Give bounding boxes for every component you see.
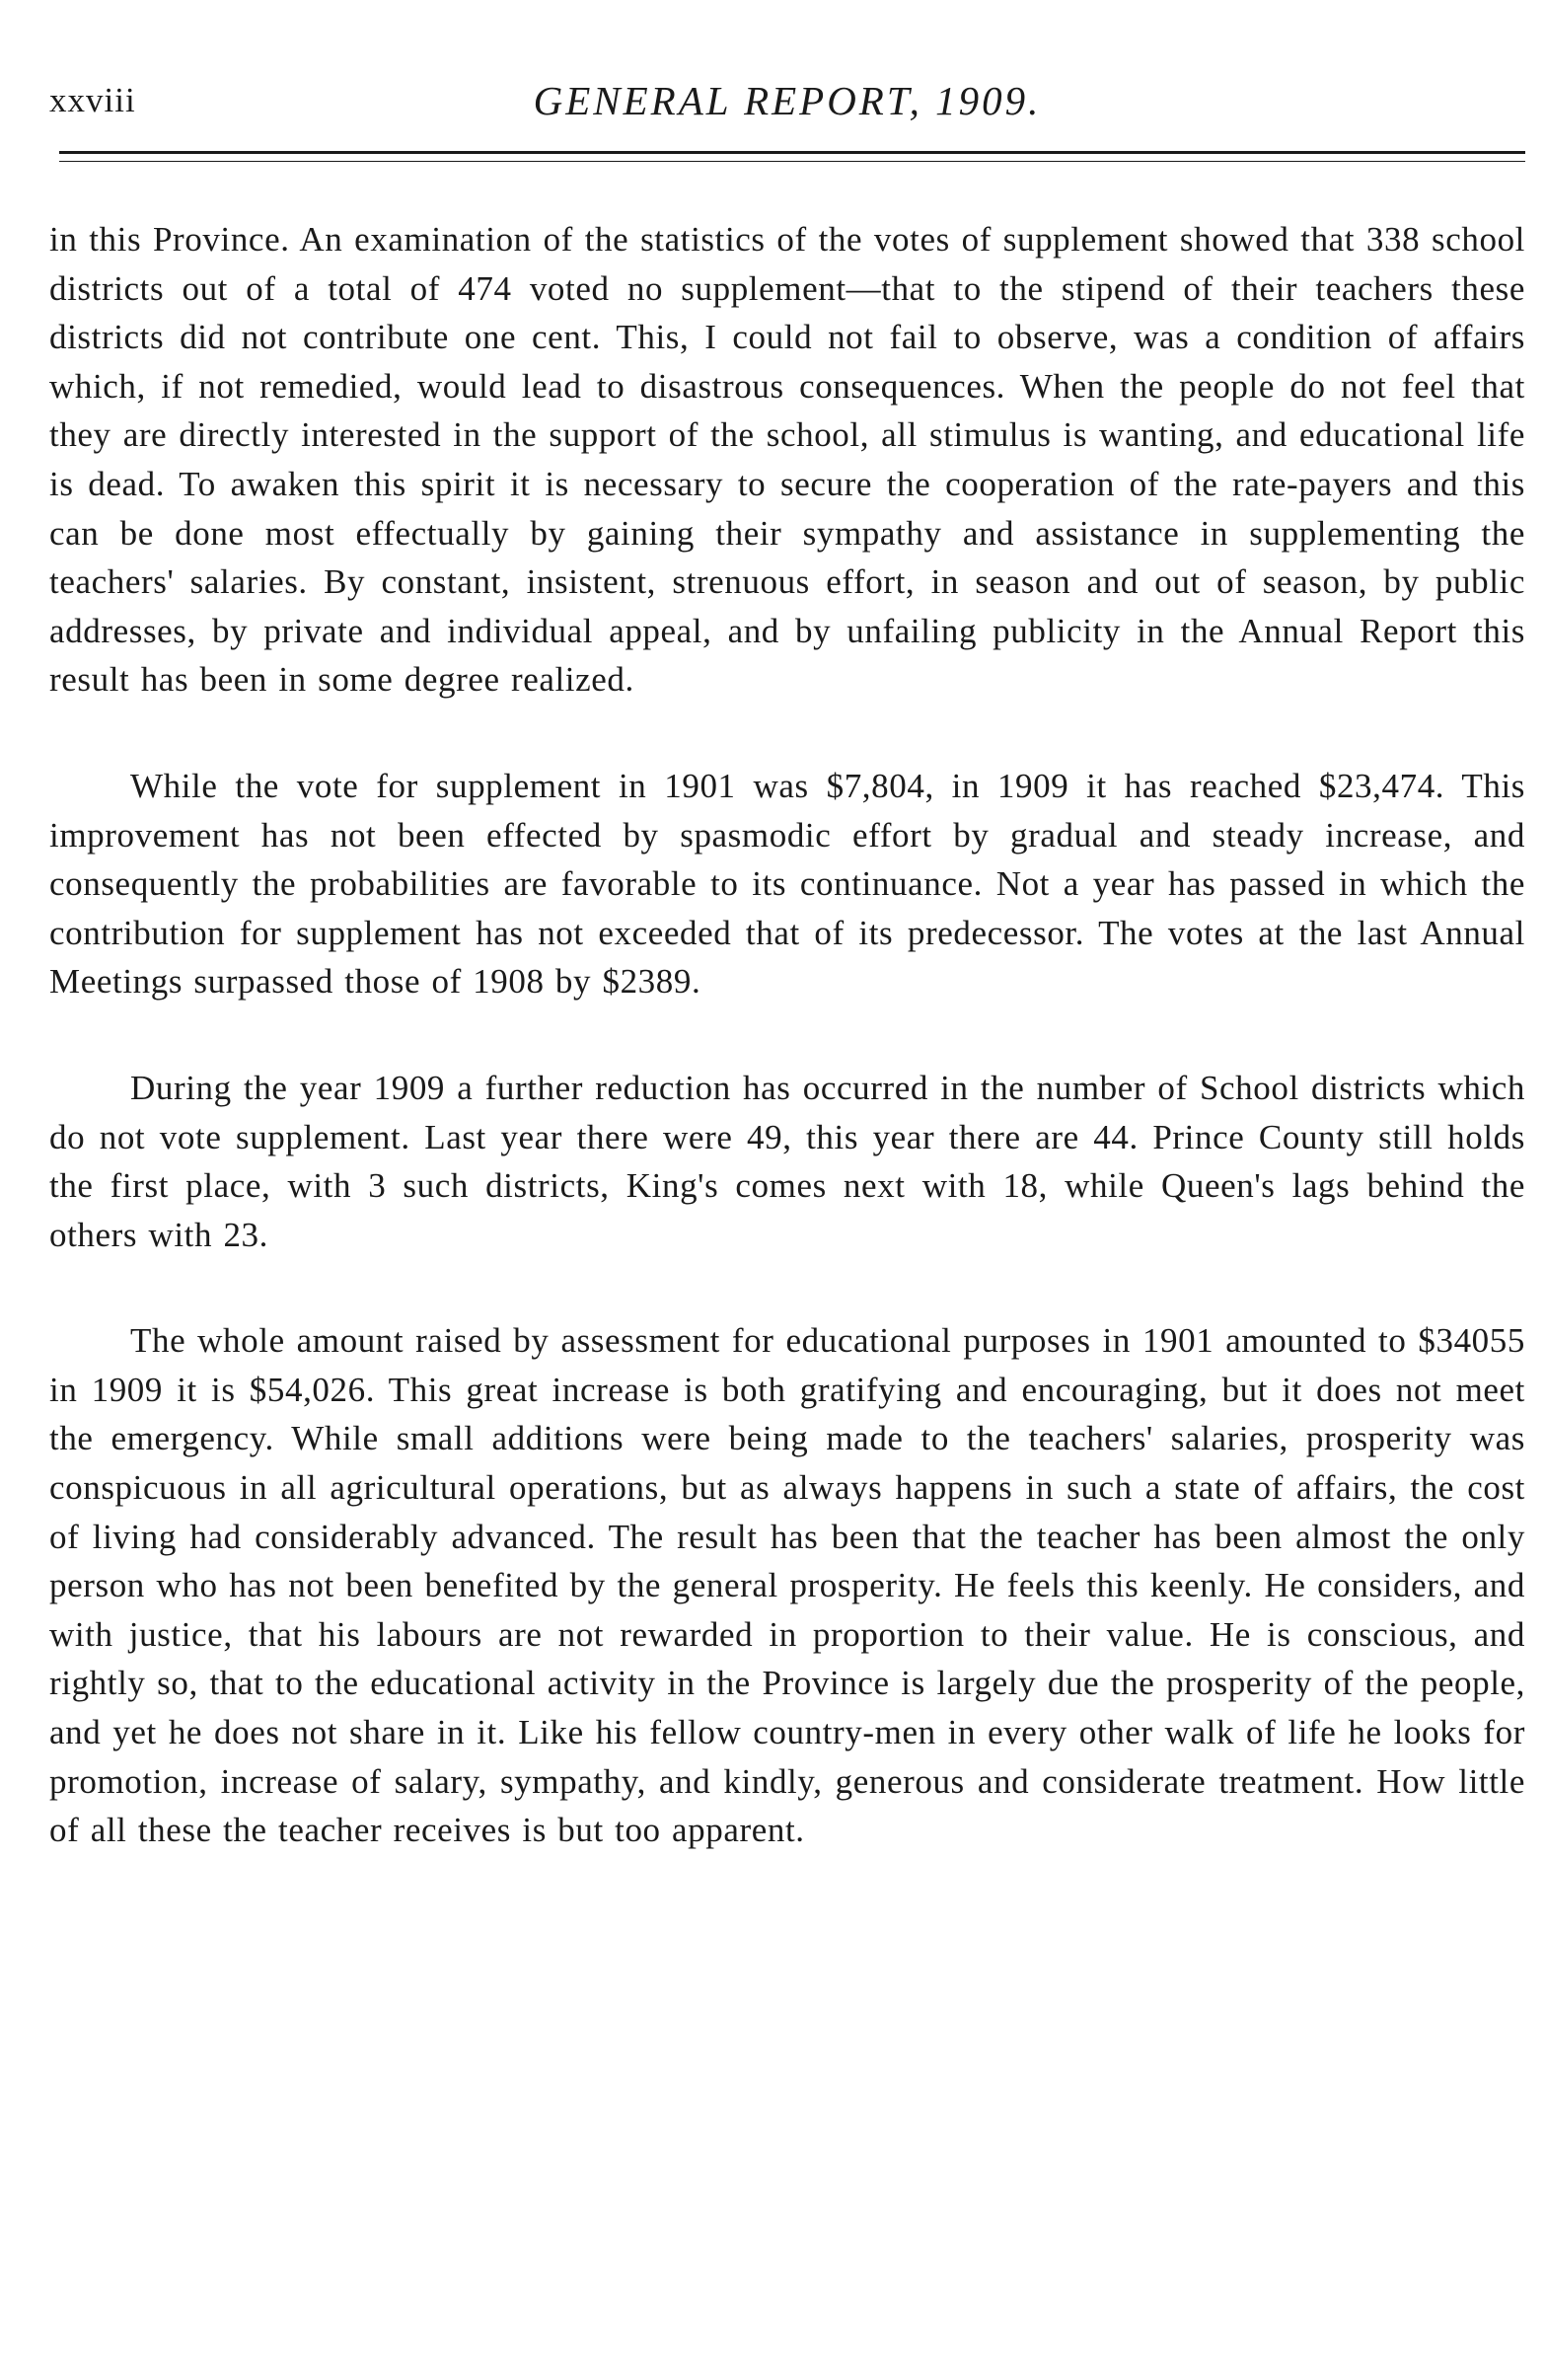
paragraph-continuation: in this Province. An examination of the statistics of the votes of supplement showed that 338 school districts out of a total of 474 voted no supplement—that to the stipend of their teachers these districts did not contribute one cent. This, I could not fail to observe, was a condition of affairs which, if not remedied, would lead to disastrous consequences. When the people do not feel that they are directly interested in the support of the school, all stimulus is wanting, and educational life is dead. To awaken this spirit it is necessary to secure the cooperation of the rate-payers and this can be done most effectually by gaining their sympathy and assistance in supplementing the teachers' salaries. By constant, insistent, strenuous effort, in season and out of season, by public addresses, by private and individual appeal, and by unfailing publicity in the Annual Report this result has been in some degree realized. <box>49 220 1525 700</box>
header-rule-thick <box>59 151 1525 154</box>
body-text <box>49 215 1525 1855</box>
paragraph-gap <box>49 1259 1525 1316</box>
paragraph-districts-reduction: During the year 1909 a further reduction has occurred in the number of School districts which do not vote supplement. Last year there were 49, this year there are 44. Prince County still holds the first place, with 3 such districts, King's comes next with 18, while Queen's lags behind the others with 23. <box>49 1068 1525 1254</box>
paragraph-supplement-vote: While the vote for supplement in 1901 was $7,804, in 1909 it has reached $23,474. This improvement has not been effected by spasmodic effort by gradual and steady increase, and consequently the probabilities are favorable to its continuance. Not a year has passed in which the contribution for supplement has not exceeded that of its predecessor. The votes at the last Annual Meetings surpassed those of 1908 by $2389. <box>49 766 1525 1002</box>
running-title: GENERAL REPORT, 1909. <box>533 78 1042 123</box>
paragraph-gap <box>49 1006 1525 1064</box>
paragraph-gap <box>49 705 1525 762</box>
running-head <box>49 78 1525 140</box>
paragraph-assessment-amount: The whole amount raised by assessment for educational purposes in 1901 amounted to $34055 in 1909 it is $54,026. This great increase is both gratifying and encouraging, but it does not meet the emergency. While small additions were being made to the teachers' salaries, prosperity was conspicuous in all agricultural operations, but as always happens in such a state of affairs, the cost of living had considerably advanced. The result has been that the teacher has been almost the only person who has not been benefited by the general prosperity. He feels this keenly. He considers, and with justice, that his labours are not rewarded in proportion to their value. He is conscious, and rightly so, that to the educational activity in the Province is largely due the prosperity of the people, and yet he does not share in it. Like his fellow country-men in every other walk of life he looks for promotion, increase of salary, sympathy, and kindly, generous and considerate treatment. How little of all these the teacher receives is but too apparent. <box>49 1321 1525 1850</box>
page-number: xxviii <box>49 81 136 119</box>
header-rule-thin <box>59 161 1525 162</box>
report-page <box>49 0 1525 2380</box>
